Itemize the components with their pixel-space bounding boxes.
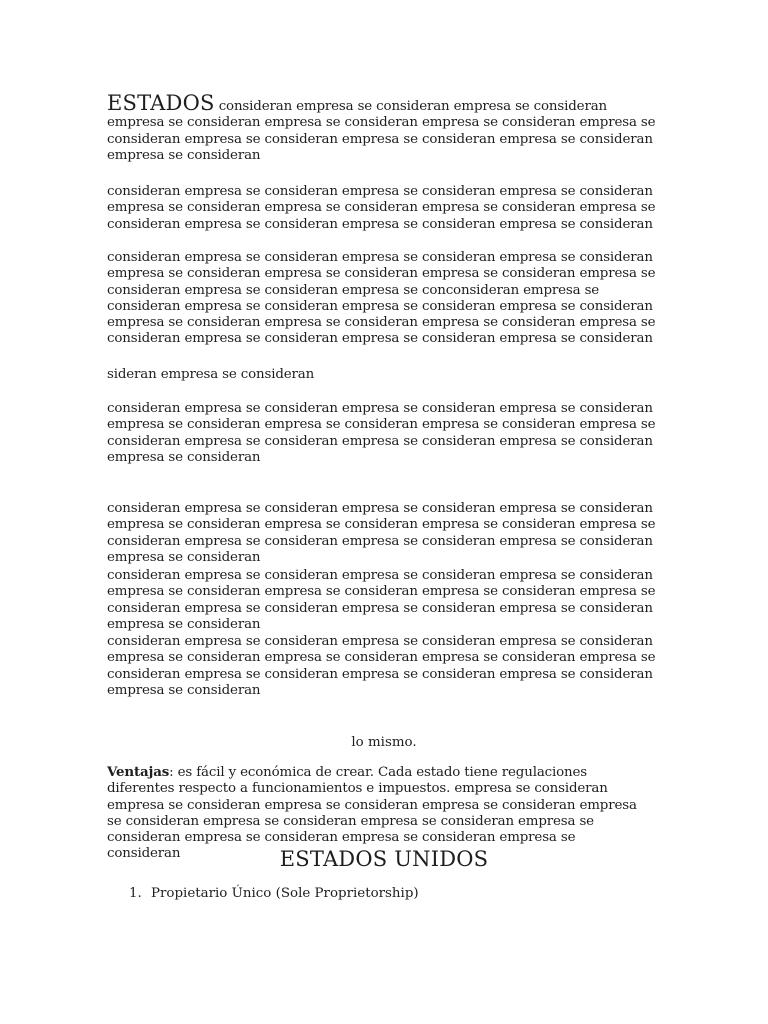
intro-paragraph <box>107 91 657 164</box>
paragraph-7: consideran empresa se consideran empresa se consideran empresa se consideran empresa se consideran empresa se consideran empresa se consideran empresa se consideran empresa se consideran empresa se consideran empresa se consideran empresa se consideran <box>107 568 656 632</box>
paragraph-3: consideran empresa se consideran empresa se consideran empresa se consideran empresa se consideran empresa se consideran empresa se consideran empresa se consideran empresa se consideran empresa se conconsideran empresa se consideran empresa se consideran empresa se consideran empresa se consideran empresa se consideran empresa se consideran empresa se consideran empresa se consideran empresa se consideran empresa se consideran empresa se consideran <box>107 250 656 347</box>
intro-text: consideran empresa se consideran empresa se consideran empresa se consideran empresa se consideran empresa se consideran empresa se consideran empresa se consideran empresa se consideran empresa se consideran empresa se consideran <box>107 99 656 163</box>
paragraph-5: consideran empresa se consideran empresa se consideran empresa se consideran empresa se consideran empresa se consideran empresa se consideran empresa se consideran empresa se consideran empresa se consideran empresa se consideran empresa se consideran <box>107 401 656 465</box>
paragraph-2: consideran empresa se consideran empresa se consideran empresa se consideran empresa se consideran empresa se consideran empresa se consideran empresa se consideran empresa se consideran empresa se consideran empresa se consideran <box>107 184 656 232</box>
list-marker: 1. <box>129 886 142 901</box>
numbered-list <box>129 886 419 902</box>
list-item-text: Propietario Único (Sole Proprietorship) <box>151 886 419 901</box>
centered-line: lo mismo. <box>351 735 417 750</box>
paragraph-6: consideran empresa se consideran empresa se consideran empresa se consideran empresa se consideran empresa se consideran empresa se consideran empresa se consideran empresa se consideran empresa se consideran empresa se consideran empresa se consideran <box>107 501 656 565</box>
lead-word: ESTADOS <box>107 91 215 115</box>
section-heading: ESTADOS UNIDOS <box>279 847 489 871</box>
paragraph-4: sideran empresa se consideran <box>107 367 315 382</box>
paragraph-8: consideran empresa se consideran empresa se consideran empresa se consideran empresa se consideran empresa se consideran empresa se consideran empresa se consideran empresa se consideran empresa se consideran empresa se consideran empresa se consideran <box>107 634 656 698</box>
ventajas-label: Ventajas <box>107 764 170 780</box>
ventajas-text: : es fácil y económica de crear. Cada estado tiene regulaciones diferentes respecto a funcionamientos e impuestos. empresa se consideran empresa se consideran empresa se consideran empresa se consideran empresa se consideran empresa se consideran empresa se consideran empresa se consideran empresa se consideran empresa se consideran empresa se consideran <box>107 765 637 862</box>
list-item <box>129 886 419 902</box>
